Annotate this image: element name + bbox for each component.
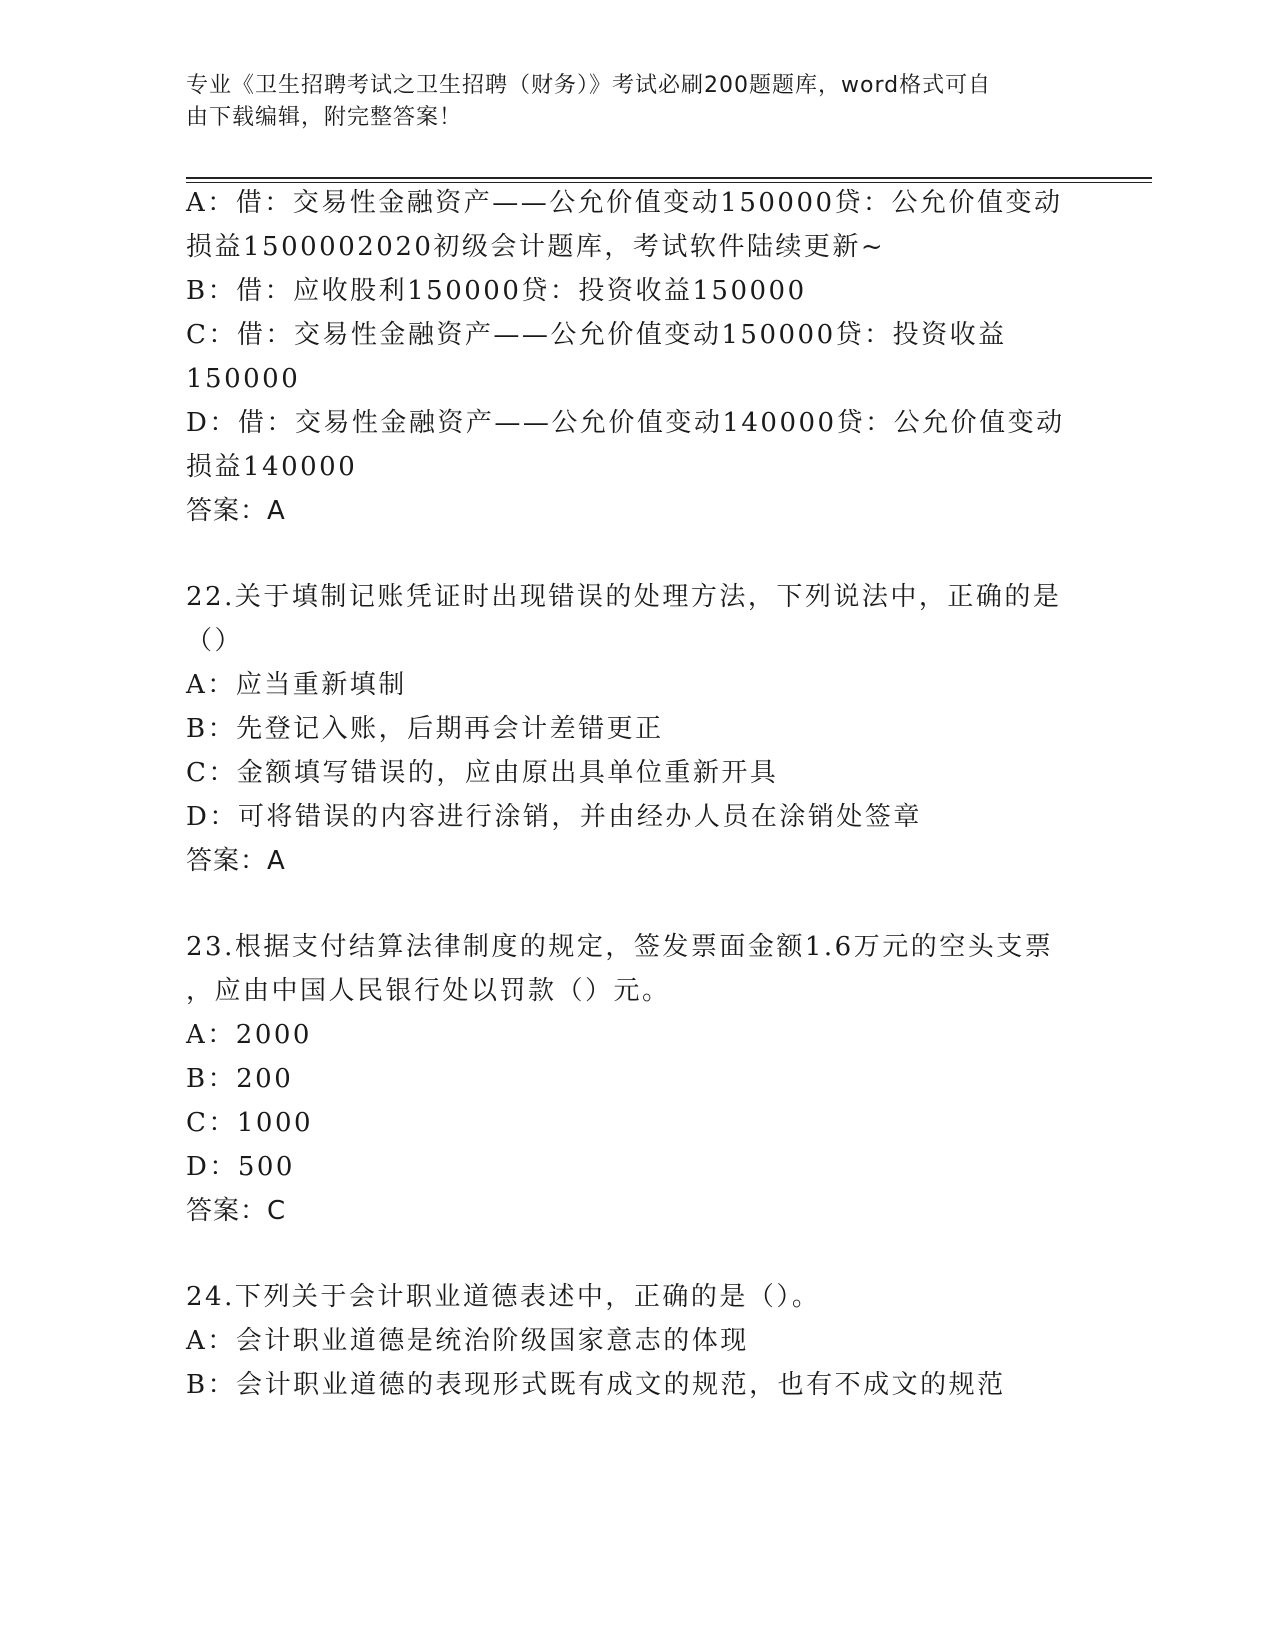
q21-option-d-line-2: 损益140000 bbox=[186, 452, 358, 482]
q24-option-a: A：会计职业道德是统治阶级国家意志的体现 bbox=[186, 1326, 749, 1356]
q21-option-c-line-1: C：借：交易性金融资产——公允价值变动150000贷：投资收益 bbox=[186, 320, 1007, 350]
q22-option-b: B：先登记入账，后期再会计差错更正 bbox=[186, 714, 664, 744]
q22-option-d: D：可将错误的内容进行涂销，并由经办人员在涂销处签章 bbox=[186, 802, 922, 832]
header-line-1: 专业《卫生招聘考试之卫生招聘（财务）》考试必刷200题题库，word格式可自 bbox=[186, 73, 992, 98]
q22-question-line-1: 22.关于填制记账凭证时出现错误的处理方法，下列说法中，正确的是 bbox=[186, 582, 1062, 612]
q21-option-c-line-2: 150000 bbox=[186, 364, 301, 394]
q23-option-c: C：1000 bbox=[186, 1108, 314, 1138]
document-header bbox=[186, 70, 1066, 134]
q23-question-line-1: 23.根据支付结算法律制度的规定，签发票面金额1.6万元的空头支票 bbox=[186, 932, 1054, 962]
q22-option-c: C：金额填写错误的，应由原出具单位重新开具 bbox=[186, 758, 779, 788]
q22-question-line-2: （） bbox=[186, 626, 244, 656]
q21-option-d-line-1: D：借：交易性金融资产——公允价值变动140000贷：公允价值变动 bbox=[186, 408, 1065, 438]
q23-option-b: B：200 bbox=[186, 1064, 294, 1094]
q21-option-a-line-1: A：借：交易性金融资产——公允价值变动150000贷：公允价值变动 bbox=[186, 188, 1063, 218]
q21-option-a-line-2: 损益1500002020初级会计题库，考试软件陆续更新~ bbox=[186, 232, 886, 262]
q23-option-d: D：500 bbox=[186, 1152, 295, 1182]
q23-option-a: A：2000 bbox=[186, 1020, 312, 1050]
q24-question-line-1: 24.下列关于会计职业道德表述中，正确的是（）。 bbox=[186, 1282, 821, 1312]
q23-answer: 答案：C bbox=[186, 1196, 287, 1226]
header-rule-thin bbox=[186, 182, 1152, 183]
q23-question-line-2: ，应由中国人民银行处以罚款（）元。 bbox=[186, 976, 671, 1006]
q22-option-a: A：应当重新填制 bbox=[186, 670, 407, 700]
q24-option-b: B：会计职业道德的表现形式既有成文的规范，也有不成文的规范 bbox=[186, 1370, 1006, 1400]
header-line-2: 由下载编辑，附完整答案！ bbox=[186, 105, 463, 130]
header-rule-thick bbox=[186, 177, 1152, 179]
q21-option-b: B：借：应收股利150000贷：投资收益150000 bbox=[186, 276, 807, 306]
q22-answer: 答案：A bbox=[186, 846, 286, 876]
q21-answer: 答案：A bbox=[186, 496, 286, 526]
